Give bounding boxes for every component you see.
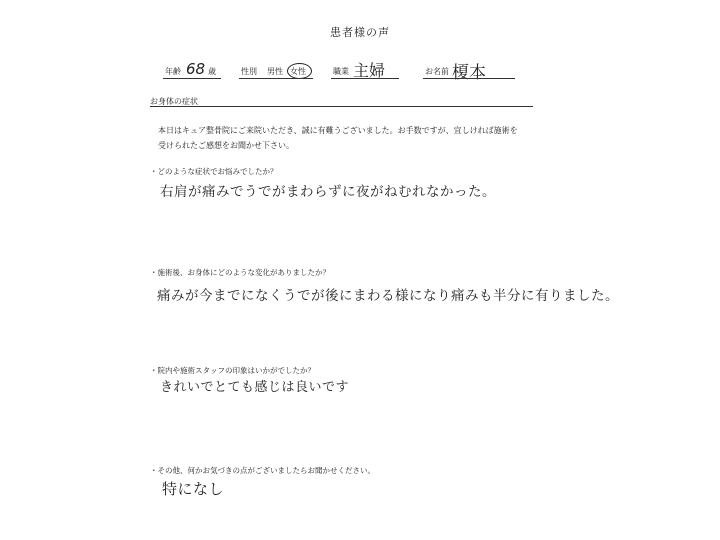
answer-3: きれいでとても感じは良いです <box>160 380 350 395</box>
question-4: ・その他、何かお気づきの点がございましたらお聞かせください。 <box>150 466 375 475</box>
name-label: お名前 <box>425 67 449 76</box>
occupation-underline <box>331 78 399 79</box>
answer-1: 右肩が痛みでうでがまわらずに夜がねむれなかった。 <box>160 184 496 200</box>
name-underline <box>423 78 515 79</box>
age-value: 68 <box>186 60 206 78</box>
symptoms-heading: お身体の症状 <box>150 97 198 106</box>
gender-female: 女性 <box>290 67 306 76</box>
intro-text <box>158 123 558 153</box>
age-label: 年齢 <box>165 67 181 76</box>
gender-male: 男性 <box>267 67 283 76</box>
question-1: ・どのような症状でお悩みでしたか？ <box>150 167 278 176</box>
gender-selection-circle <box>287 63 312 79</box>
age-underline <box>163 78 221 79</box>
intro-line-1: 本日はキュア整骨院にご来院いただき、誠に有難うございました。お手数ですが、宜しければ施術を <box>158 126 518 135</box>
gender-label: 性別 <box>241 67 257 76</box>
age-unit: 歳 <box>208 67 216 76</box>
patient-info-row <box>0 60 720 82</box>
occupation-label: 職業 <box>333 67 349 76</box>
question-2: ・施術後、お身体にどのような変化がありましたか？ <box>150 268 330 277</box>
form-title: 患者様の声 <box>330 26 390 39</box>
symptoms-underline <box>150 106 533 107</box>
question-3: ・院内や施術スタッフの印象はいかがでしたか？ <box>150 366 315 375</box>
gender-underline <box>239 78 313 79</box>
occupation-value: 主婦 <box>353 61 386 80</box>
answer-2: 痛みが今までになくうでが後にまわる様になり痛みも半分に有りました。 <box>157 288 619 304</box>
intro-line-2: 受けられたご感想をお聞かせ下さい。 <box>158 141 294 150</box>
name-value: 榎本 <box>452 63 486 83</box>
answer-4: 特になし <box>162 480 225 498</box>
